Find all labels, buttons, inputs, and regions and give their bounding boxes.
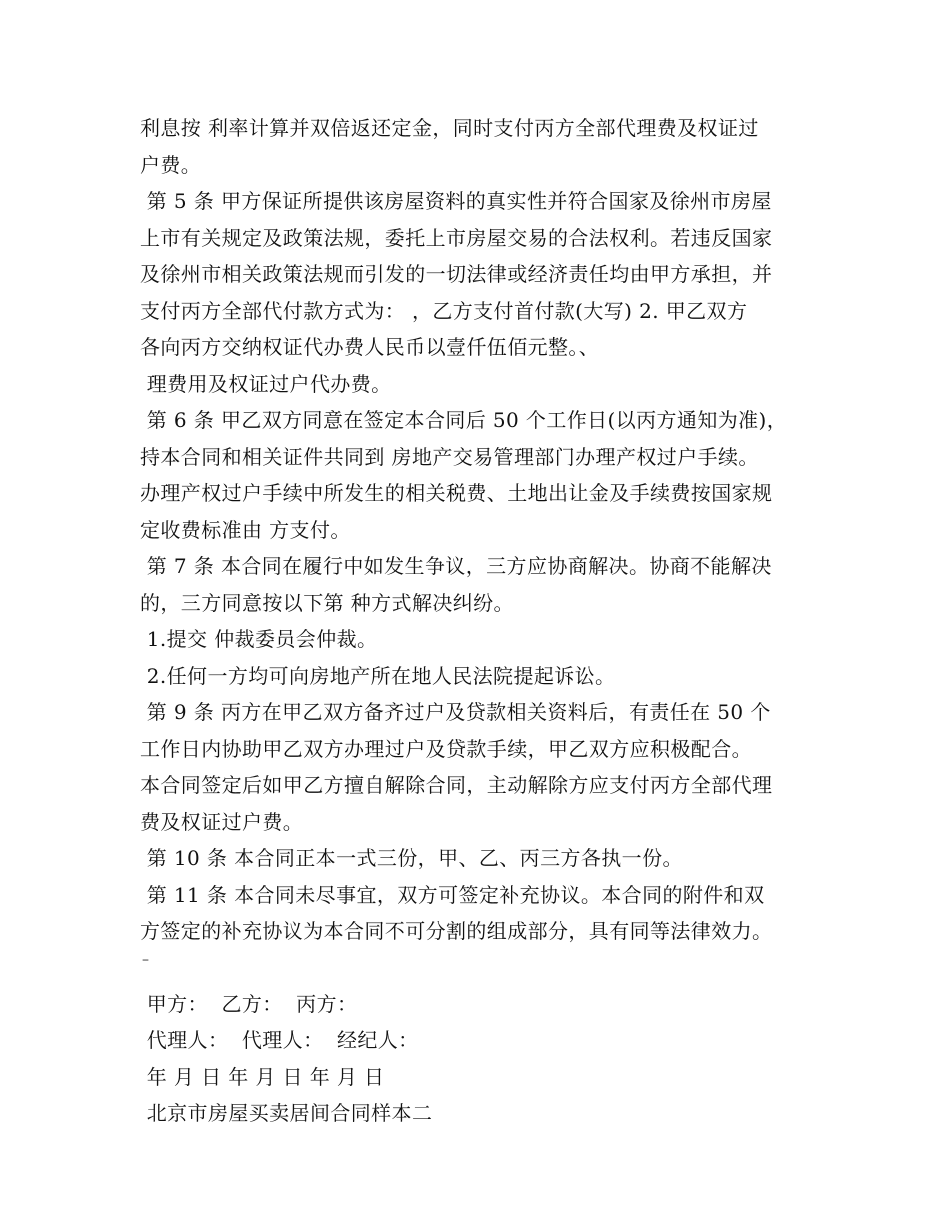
clause-7: 第 7 条 本合同在履行中如发生争议，三方应协商解决。协商不能解决 [140, 554, 772, 578]
signature-dates: 年 月 日 年 月 日 年 月 日 [140, 1064, 385, 1089]
list-item: 2.任何一方均可向房地产所在地人民法院提起诉讼。 [140, 663, 616, 688]
text-line: 利息按 利率计算并双倍返还定金，同时支付丙方全部代理费及权证过 [140, 116, 759, 140]
text-line: 支付丙方全部代付款方式为： ，乙方支付首付款(大写) 2. 甲乙双方 [140, 298, 748, 323]
spacer [140, 978, 820, 986]
document-page [140, 110, 820, 1132]
clause-9: 第 9 条 丙方在甲乙双方备齐过户及贷款相关资料后，有责任在 50 个 [140, 700, 771, 724]
text-line: 持本合同和相关证件共同到 房地产交易管理部门办理产权过户手续。 [140, 444, 759, 469]
text-line: 理费用及权证过户代办费。 [140, 371, 392, 396]
text-line: 上市有关规定及政策法规，委托上市房屋交易的合法权利。若违反国家 [140, 225, 773, 250]
next-contract-title: 北京市房屋买卖居间合同样本二 [140, 1101, 433, 1125]
list-item: 1.提交 仲裁委员会仲裁。 [140, 627, 378, 651]
text-line: 的，三方同意按以下第 种方式解决纠纷。 [140, 590, 514, 615]
text-line: 户费。 [140, 152, 202, 177]
text-line: 办理产权过户手续中所发生的相关税费、土地出让金及手续费按国家规 [140, 481, 773, 505]
text-line: 本合同签定后如甲乙方擅自解除合同，主动解除方应支付丙方全部代理 [140, 773, 773, 797]
clause-10: 第 10 条 本合同正本一式三份，甲、乙、丙三方各执一份。 [140, 846, 683, 870]
text-line: 各向丙方交纳权证代办费人民币以壹仟伍佰元整。、 [140, 335, 600, 359]
text-line: 工作日内协助甲乙双方办理过户及贷款手续，甲乙双方应积极配合。 [140, 736, 752, 761]
dash-mark: – [142, 951, 149, 968]
signature-parties: 甲方： 乙方： 丙方： [140, 991, 358, 1016]
clause-6: 第 6 条 甲乙双方同意在签定本合同后 50 个工作日(以丙方通知为准)， [140, 408, 788, 432]
text-line: 方签定的补充协议为本合同不可分割的组成部分，具有同等法律效力。 [140, 919, 773, 943]
clause-5: 第 5 条 甲方保证所提供该房屋资料的真实性并符合国家及徐州市房屋 [140, 189, 772, 213]
text-line: 定收费标准由 方支付。 [140, 517, 351, 542]
text-line: 费及权证过户费。 [140, 809, 304, 834]
clause-11: 第 11 条 本合同未尽事宜，双方可签定补充协议。本合同的附件和双 [140, 882, 765, 907]
signature-agents: 代理人： 代理人： 经纪人： [140, 1028, 419, 1052]
text-line: 及徐州市相关政策法规而引发的一切法律或经济责任均由甲方承担，并 [140, 262, 773, 286]
